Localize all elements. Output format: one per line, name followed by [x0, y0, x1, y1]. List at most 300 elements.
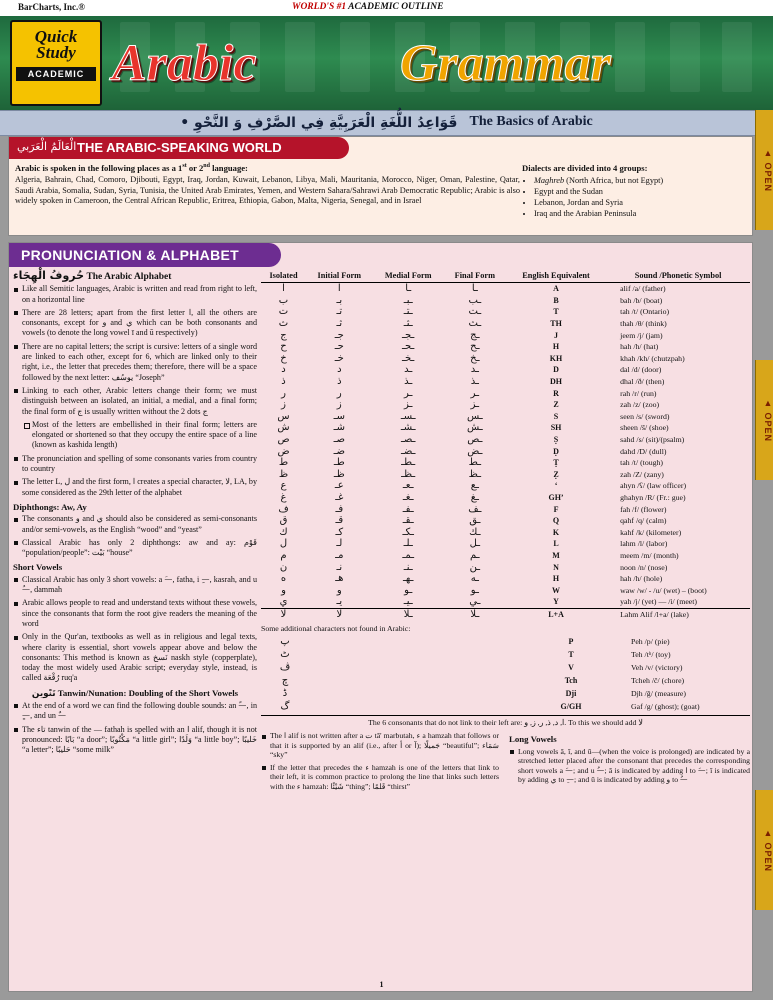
cell-ini: و	[336, 584, 342, 596]
world-body	[9, 161, 754, 221]
cell-fin: ـغ	[470, 491, 479, 503]
col-sound-symbol: Sound /Phonetic Symbol	[606, 271, 750, 283]
cell-med: ـعـ	[402, 480, 414, 492]
cell-equivalent: H	[552, 574, 560, 584]
cell-sound: Tcheh /č/ (chore)	[631, 676, 685, 685]
cell-ini: لا	[306, 608, 373, 620]
col-english-equivalent: English Equivalent	[506, 271, 606, 283]
cell-isolated: گ	[280, 701, 290, 712]
cell-iso: ن	[279, 561, 288, 573]
cell-equivalent: A	[553, 284, 559, 294]
cell-iso: ز	[281, 399, 286, 411]
note-subbullet: Most of the letters are embellished in their final form; letters are elongated or shortened so that they occupy the entire space of a line (known as kashida length)	[23, 420, 257, 451]
col-isolated: Isolated	[261, 271, 306, 283]
arabic-speaking-world-panel	[8, 136, 753, 236]
list-item: • Egypt and the Sudan	[534, 186, 748, 197]
cell-sound: qahf /q/ (calm)	[620, 516, 667, 526]
alphabet-table	[261, 271, 750, 620]
cell-fin: ـض	[467, 445, 483, 457]
cell-sound: ghahyn /R/ (Fr.: gue)	[620, 492, 686, 502]
cell-isolated: ڈ	[282, 688, 288, 699]
cell-iso: ش	[277, 422, 290, 434]
table-row	[261, 387, 750, 399]
consonant-note-text: The 6 consonants that do not link to their left are: ا, د, ذ, ر, ز, و. To this we should add لا	[261, 715, 750, 727]
cell-iso: ل	[279, 538, 288, 550]
table-row	[261, 596, 750, 608]
cell-equivalent: Tch	[564, 676, 578, 685]
worlds-tagline-black: ACADEMIC OUTLINE	[346, 2, 444, 12]
cell-iso: م	[280, 549, 287, 561]
cell-sound: lahm /l/ (labor)	[620, 539, 668, 549]
cell-equivalent: K	[552, 527, 560, 537]
cell-equivalent: T	[553, 307, 559, 317]
cell-med: ـا	[405, 283, 412, 295]
cell-sound: hah /h/ (hole)	[620, 574, 663, 584]
table-row	[261, 584, 750, 596]
subtitle-strip	[0, 110, 773, 136]
cell-sound: Djh /ǧ/ (measure)	[631, 689, 686, 698]
cell-med: ـضـ	[400, 445, 416, 457]
cell-ini: ر	[336, 387, 342, 399]
cell-sound: fah /f/ (flower)	[620, 504, 667, 514]
table-row	[261, 700, 750, 713]
worlds-tagline	[292, 2, 443, 12]
cell-iso: ق	[279, 515, 288, 527]
cell-fin: ـا	[471, 283, 478, 295]
cell-equivalent: B	[553, 295, 559, 305]
cell-ini: ذ	[337, 376, 342, 388]
cell-equivalent: Z	[553, 400, 559, 410]
cell-isolated: ٹ	[280, 649, 290, 660]
cell-med: ـد	[404, 364, 413, 376]
cell-fin: ـت	[468, 306, 482, 318]
cell-fin: ـن	[469, 561, 481, 573]
cell-med: ـبـ	[403, 294, 413, 306]
cell-sound: tah /t/ (tough)	[620, 458, 664, 468]
table-row	[261, 353, 750, 365]
cell-iso: و	[281, 584, 286, 596]
cell-ini: سـ	[333, 410, 345, 422]
side-tab-open-2[interactable]: ▲ OPEN	[755, 360, 773, 480]
cell-equivalent: T	[568, 650, 574, 659]
cell-med: ـثـ	[403, 318, 413, 330]
table-row	[261, 306, 750, 318]
world-arabic-label: الْعَالَمُ الْعَرَبي	[17, 140, 77, 153]
tanwin-bullet: At the end of a word we can find the following double sounds: an —ً, in —ٍ, and un —ٌ	[13, 701, 257, 722]
cell-equivalent: SH	[550, 423, 562, 433]
table-row	[261, 376, 750, 388]
cell-sound: Lahm Alif /l+a/ (lake)	[606, 608, 750, 620]
cell-equivalent: L+A	[506, 608, 606, 620]
cell-equivalent: Ḍ	[553, 446, 559, 456]
cell-isolated: ڤ	[279, 662, 291, 673]
note-bullet: There are 28 letters; apart from the first letter ا, all the others are consonants, except for و and ي which can be both consonants and vowels (to denote the long vowel ī and ū respectively)	[13, 308, 257, 339]
table-row	[261, 573, 750, 585]
cell-iso: ر	[281, 387, 286, 399]
cell-iso: ذ	[281, 376, 286, 388]
cell-ini: ثـ	[336, 318, 343, 330]
page-title: Arabic	[112, 35, 257, 92]
note-bullet: If the letter that precedes the ء hamzah is one of the letters that link to their left, it is common practice to prolong the line that links such letters with the ء hamzah: شَيْئًا “thing”; قَلمًا “thirst”	[261, 763, 499, 792]
cell-sound: jeem /j/ (jam)	[620, 330, 663, 340]
table-row	[261, 635, 750, 648]
world-right-column	[522, 163, 748, 219]
subtitle-english: The Basics of Arabic	[469, 114, 593, 129]
cell-iso: ث	[278, 318, 289, 330]
cell-fin: ـش	[466, 422, 483, 434]
cell-equivalent: F	[553, 504, 559, 514]
content-area	[8, 136, 753, 992]
table-row	[261, 648, 750, 661]
cell-ini: شـ	[333, 422, 345, 434]
cell-iso: ص	[277, 434, 290, 446]
cell-sound: Teh /tʰ/ (toy)	[631, 650, 671, 659]
dialects-lead: Dialects are divided into 4 groups:	[522, 163, 648, 173]
cell-iso: غ	[280, 491, 287, 503]
cell-equivalent: M	[552, 550, 560, 560]
cell-equivalent: Q	[552, 516, 560, 526]
cell-ini: عـ	[334, 480, 344, 492]
cell-fin: ـد	[470, 364, 479, 376]
note-bullet: Long vowels ā, ī, and ū—(when the voice is prolonged) are indicated by a stretched letter placed after the consonant that precedes the corresponding short vowels a —َ; and u —ُ; ā is indicated by adding ا to —َ; ī is indicated by adding ي to —ِ; and ū is indicated by adding و to —ُ	[509, 747, 750, 785]
world-left-column	[15, 163, 520, 207]
cell-fin: ـل	[469, 538, 481, 550]
short-vowel-bullet: Classical Arabic has only 3 short vowels: a —َ, fatha, i —ِ, kasrah, and u —ُ, dammah	[13, 575, 257, 596]
cell-equivalent: TH	[550, 319, 562, 329]
cell-med: ـذ	[404, 376, 413, 388]
cell-med: ـتـ	[403, 306, 413, 318]
cell-equivalent: W	[552, 585, 561, 595]
logo-line1: Quick	[34, 27, 78, 46]
table-row	[261, 503, 750, 515]
page-subtitle: Grammar	[400, 35, 611, 92]
table-row	[261, 445, 750, 457]
world-country-list: Algeria, Bahrain, Chad, Comoro, Djibouti, Egypt, Iraq, Jordan, Kuwait, Lebanon, Libya, Mali, Mauritania, Morocco, Niger, Oman, Palestine, Qatar, Saudi Arabia, Somalia, Sudan, Syria, Tunisia, the United Arab Emirates, Yemen, and Western Sahara/Sahrawi Arab Democratic Republic; Arabic is also widely spoken in Cameroon, the Central African Republic, Eritrea, Ethiopia, Gabon, Malta, Nigeria, Senegal, and in Israel	[15, 175, 520, 206]
page-number: 1	[379, 980, 384, 989]
cell-equivalent: ‘	[554, 481, 558, 491]
tanwin-heading-arabic: تَنْوين	[31, 688, 56, 699]
cell-med: ـطـ	[401, 457, 416, 469]
cell-sound: kahf /k/ (kilometer)	[620, 527, 682, 537]
cell-sound: Peh /p/ (pie)	[631, 637, 670, 646]
cell-sound: hah /h/ (hat)	[620, 342, 659, 352]
cell-ini: ظـ	[333, 468, 345, 480]
cell-fin: ـص	[467, 434, 483, 446]
side-tab-open-3[interactable]: ▲ OPEN	[755, 790, 773, 910]
cell-iso: ع	[280, 480, 287, 492]
cell-ini: فـ	[335, 503, 344, 515]
cell-fin: ـر	[470, 387, 480, 399]
tanwin-bullet: The تاء tanwin of the — fathah is spelled with an ا alif, though it is not pronounced: بَابًا “a door”; مَكْتُوبًا “a little girl”; وَلَدًا “a little boy”; خَليبًا “a letter”; حَليبًا “some milk”	[13, 725, 257, 756]
table-row	[261, 538, 750, 550]
cell-iso: ظ	[278, 468, 289, 480]
table-row	[261, 561, 750, 573]
cell-sound: tah /t/ (Ontario)	[620, 307, 670, 317]
cell-equivalent: V	[568, 663, 574, 672]
table-row	[261, 661, 750, 674]
diphthongs-heading: Diphthongs: Aw, Ay	[13, 501, 87, 512]
tanwin-heading	[13, 688, 257, 699]
cell-med: ـنـ	[403, 561, 413, 573]
cell-equivalent: R	[553, 388, 559, 398]
cell-ini: قـ	[335, 515, 344, 527]
cell-fin: ـع	[470, 480, 479, 492]
alif-notes-column	[261, 731, 499, 795]
cell-equivalent: GH’	[548, 492, 564, 502]
long-vowels-heading: Long Vowels	[509, 734, 557, 744]
cell-med: ـر	[403, 387, 413, 399]
cell-equivalent: Dji	[565, 689, 577, 698]
side-tab-open-1[interactable]: ▲ OPEN	[755, 110, 773, 230]
cell-ini: ضـ	[333, 445, 346, 457]
cell-iso: ض	[277, 445, 290, 457]
pronunciation-alphabet-panel	[8, 242, 753, 992]
cell-ini: هـ	[335, 573, 344, 585]
table-row	[261, 515, 750, 527]
cell-equivalent: Ṣ	[553, 435, 559, 445]
list-item: • Maghreb (North Africa, but not Egypt)	[534, 175, 748, 186]
subtitle-arabic: • قَوَاعِدُ اللُّغَةِ الْعَرَبِيَّةِ فِي الصَّرْفِ وَ النَّحْوِ	[180, 115, 458, 131]
note-bullet: There are no capital letters; the script is cursive: letters of a single word are linked to each other, except for 6, which are linked only to their right, i.e., the letter that precedes them; therefore, there will be a space followed by the next letter: يوسُف “Joseph”	[13, 342, 257, 383]
cell-equivalent: H	[552, 342, 560, 352]
cell-equivalent: S	[553, 411, 559, 421]
cell-med: ـخـ	[402, 352, 415, 364]
pronunciation-title: PRONUNCIATION & ALPHABET	[21, 247, 239, 263]
cell-iso: ح	[280, 341, 287, 353]
cell-sound: sheen /š/ (shoe)	[620, 423, 669, 433]
cell-fin: ـو	[470, 584, 479, 596]
cell-med: ـسـ	[400, 410, 416, 422]
cell-iso: لا	[261, 608, 306, 620]
cell-iso: ي	[279, 596, 288, 608]
cell-ini: بـ	[336, 294, 343, 306]
cell-med: ـلا	[373, 608, 444, 620]
cell-iso: ف	[278, 503, 289, 515]
cell-iso: ت	[278, 306, 289, 318]
cell-sound: khah /kh/ (chutzpah)	[620, 353, 685, 363]
cell-sound: seen /s/ (sword)	[620, 411, 670, 421]
table-row	[261, 687, 750, 700]
cell-med: ـهـ	[402, 573, 414, 585]
cell-ini: نـ	[336, 561, 343, 573]
cell-fin: ـي	[469, 596, 481, 608]
cell-fin: ـف	[468, 503, 482, 515]
cell-med: ـصـ	[400, 434, 416, 446]
col-final: Final Form	[444, 271, 506, 283]
cell-equivalent: G/GH	[560, 702, 582, 711]
table-row	[261, 434, 750, 446]
cell-ini: تـ	[336, 306, 343, 318]
list-item: • Lebanon, Jordan and Syria	[534, 197, 748, 208]
cell-iso: ب	[278, 294, 289, 306]
cell-sound: Veh /v/ (victory)	[631, 663, 683, 672]
top-bar	[0, 0, 773, 16]
cell-fin: ـط	[468, 457, 482, 469]
table-row	[261, 341, 750, 353]
col-initial: Initial Form	[306, 271, 373, 283]
cell-med: ـظـ	[401, 468, 416, 480]
cell-med: ـشـ	[400, 422, 416, 434]
cell-equivalent: L	[553, 539, 559, 549]
cell-sound: rah /r/ (run)	[620, 388, 657, 398]
cell-fin: ـه	[470, 573, 479, 585]
cell-med: ـز	[403, 399, 413, 411]
cell-fin: ـس	[466, 410, 483, 422]
cell-iso: خ	[280, 352, 287, 364]
cell-iso: ا	[282, 283, 285, 295]
cell-sound: dahd /D/ (dull)	[620, 446, 667, 456]
cell-iso: س	[277, 410, 290, 422]
cell-fin: ـق	[469, 515, 481, 527]
cell-ini: لـ	[336, 538, 343, 550]
cell-med: ـلـ	[403, 538, 413, 550]
cell-equivalent: Ẓ	[553, 469, 559, 479]
table-row	[261, 295, 750, 307]
table-row	[261, 674, 750, 687]
consonant-link-note	[261, 715, 750, 727]
cell-equivalent: P	[568, 637, 574, 646]
cell-sound: alif /a/ (father)	[620, 284, 666, 294]
cell-ini: خـ	[334, 352, 344, 364]
cell-fin: ـظ	[468, 468, 482, 480]
table-row	[261, 469, 750, 481]
table-row	[261, 318, 750, 330]
cell-sound: Gaf /g/ (ghost); (goat)	[631, 702, 700, 711]
cell-med: ـغـ	[402, 491, 414, 503]
cell-fin: ـذ	[470, 376, 479, 388]
cell-ini: صـ	[333, 434, 346, 446]
dialects-list	[522, 175, 748, 219]
table-header-row	[261, 271, 750, 283]
title-banner	[0, 16, 773, 110]
world-title: THE ARABIC-SPEAKING WORLD	[77, 140, 282, 155]
tanwin-heading-english: Tanwin/Nunation: Doubling of the Short Vowels	[57, 687, 239, 698]
alphabet-table-body	[261, 283, 750, 621]
alphabet-notes-column	[13, 271, 257, 989]
note-bullet: Linking to each other, Arabic letters change their form; we must distinguish between an isolated, an initial, a medial, and a final form; the final form of ج is usually written without the 2 dots ج	[13, 386, 257, 417]
cell-med: ـمـ	[402, 549, 415, 561]
table-row	[261, 399, 750, 411]
cell-iso: ك	[279, 526, 288, 538]
cell-fin: ـح	[470, 341, 480, 353]
table-row	[261, 329, 750, 341]
cell-sound: bah /b/ (boat)	[620, 295, 663, 305]
cell-equivalent: DH	[550, 377, 563, 387]
list-item: • Iraq and the Arabian Peninsula	[534, 208, 748, 219]
extra-characters-block	[261, 624, 750, 713]
cell-ini: د	[337, 364, 342, 376]
cell-fin: ـخ	[470, 352, 480, 364]
cell-isolated: پ	[280, 636, 290, 647]
table-row	[261, 364, 750, 376]
cell-equivalent: KH	[549, 353, 563, 363]
cell-sound: zah /Z/ (zany)	[620, 469, 664, 479]
logo-academic: ACADEMIC	[16, 67, 96, 81]
note-bullet: The pronunciation and spelling of some consonants varies from country to country	[13, 454, 257, 475]
worlds-tagline-red: WORLD'S #1	[292, 2, 347, 12]
publisher-brand: BarCharts, Inc.®	[18, 2, 85, 12]
cell-equivalent: D	[553, 365, 559, 375]
cell-equivalent: Ṭ	[553, 458, 559, 468]
cell-sound: ahyn /ʕ/ (law officer)	[620, 481, 687, 491]
cell-equivalent: Y	[553, 597, 559, 607]
diphthong-bullet: The consonants و and ي should also be considered as semi-consonants and/or semi-vowels, as the English “wood” and “yeast”	[13, 514, 257, 535]
extra-characters-table	[261, 635, 750, 713]
cell-ini: مـ	[335, 549, 344, 561]
cell-iso: ط	[278, 457, 289, 469]
table-row	[261, 422, 750, 434]
alphabet-heading	[13, 271, 257, 282]
cell-ini: ا	[337, 283, 341, 295]
cell-sound: waw /w/ - /u/ (wet) – (boot)	[620, 585, 707, 595]
cell-ini: غـ	[335, 491, 344, 503]
note-bullet: Like all Semitic languages, Arabic is written and read from right to left, on a horizontal line	[13, 284, 257, 305]
cell-fin: ـز	[470, 399, 480, 411]
cell-med: ـكـ	[402, 526, 414, 538]
cell-fin: ـب	[468, 294, 482, 306]
cell-sound: zah /z/ (zoo)	[620, 400, 660, 410]
section-header-world	[9, 137, 349, 159]
note-bullet: The letter L, ل and the first form, ا creates a special character, لا, LA, by some considered as the 29th letter of the alphabet	[13, 477, 257, 498]
cell-sound: thah /θ/ (think)	[620, 319, 667, 329]
cell-sound: yah /j/ (yet) — /i/ (meet)	[620, 597, 698, 607]
cell-med: ـجـ	[402, 329, 415, 341]
table-row	[261, 411, 750, 423]
col-medial: Medial Form	[373, 271, 444, 283]
cell-med: ـفـ	[402, 503, 414, 515]
diphthong-bullet: Classical Arabic has only 2 diphthongs: aw and ay: قَوْم “population/people”: بَيْت “house”	[13, 538, 257, 559]
cell-fin: ـث	[468, 318, 482, 330]
cell-ini: حـ	[334, 341, 344, 353]
table-row	[261, 480, 750, 492]
cell-isolated: چ	[281, 675, 289, 686]
cell-med: ـو	[404, 584, 413, 596]
cell-sound: sahd /s/ (sit)/(psalm)	[620, 435, 685, 445]
cell-iso: ه	[280, 573, 287, 585]
cell-sound: dal /d/ (door)	[620, 365, 662, 375]
short-vowel-bullet: Arabic allows people to read and understand texts without these vowels, since the consonants that form the root give readers the meaning of the word	[13, 598, 257, 629]
cell-equivalent: N	[553, 562, 559, 572]
table-row	[261, 492, 750, 504]
logo-line2: Study	[36, 43, 76, 62]
cell-fin: ـلا	[444, 608, 506, 620]
alphabet-heading-english: The Arabic Alphabet	[86, 272, 172, 282]
cell-med: ـقـ	[402, 515, 414, 527]
table-row	[261, 550, 750, 562]
table-row	[261, 283, 750, 295]
section-header-pronunciation	[9, 243, 281, 267]
cell-ini: كـ	[335, 526, 344, 538]
cell-med: ـيـ	[403, 596, 413, 608]
world-lead: Arabic is spoken in the following places as a 1st or 2nd language:	[15, 163, 248, 173]
cell-sound: meem /m/ (month)	[620, 550, 679, 560]
quickstudy-logo	[10, 20, 102, 106]
cell-equivalent: J	[554, 330, 559, 340]
cell-sound: dhal /ð/ (then)	[620, 377, 665, 387]
cell-ini: يـ	[336, 596, 343, 608]
cell-ini: ز	[336, 399, 342, 411]
table-row	[261, 457, 750, 469]
dialect-name-maghreb: Maghreb	[534, 176, 565, 185]
alphabet-heading-arabic: حُروفُ الْهِجَاء	[13, 269, 85, 282]
cell-iso: ج	[280, 329, 287, 341]
cell-ini: جـ	[334, 329, 344, 341]
short-vowels-heading: Short Vowels	[13, 562, 63, 573]
cell-fin: ـك	[469, 526, 481, 538]
cell-fin: ـج	[470, 329, 480, 341]
table-row	[261, 526, 750, 538]
note-bullet: The ا alif is not written after a ت tā' marbutah, ء a hamzah that follows or that it is supported by an alif (i.e., after أ or آ); جَميلًا “beautiful”; سَمَاء “sky”	[261, 731, 499, 760]
